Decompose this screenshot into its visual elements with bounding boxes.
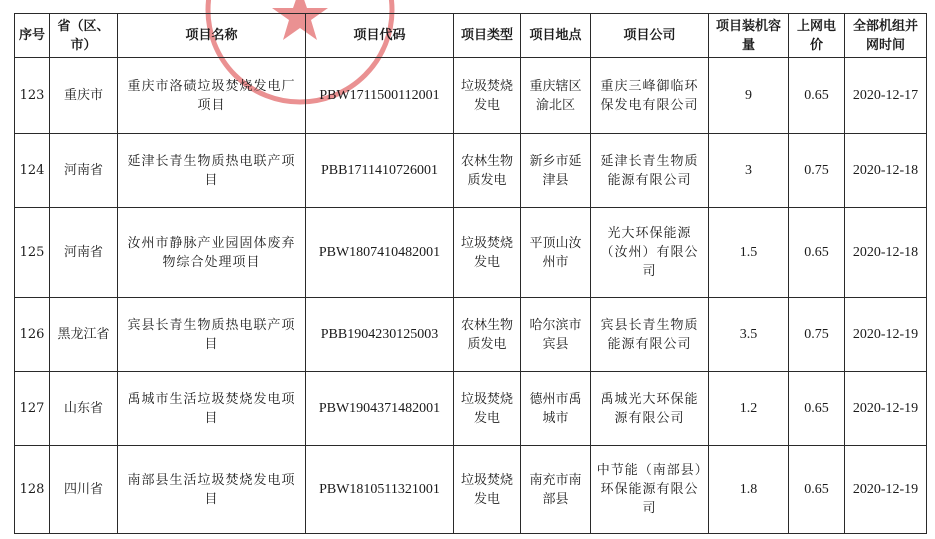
cell-price: 0.75 — [789, 298, 845, 372]
cell-project-company: 禹城光大环保能源有限公司 — [591, 372, 709, 446]
cell-grid-date: 2020-12-19 — [845, 446, 927, 534]
cell-project-location: 新乡市延津县 — [521, 134, 591, 208]
cell-capacity: 9 — [709, 58, 789, 134]
cell-project-location: 德州市禹城市 — [521, 372, 591, 446]
cell-province: 四川省 — [50, 446, 118, 534]
cell-province: 山东省 — [50, 372, 118, 446]
cell-project-code: PBW1807410482001 — [306, 208, 454, 298]
table-row — [15, 446, 927, 534]
cell-seq: 124 — [15, 134, 50, 208]
cell-price: 0.75 — [789, 134, 845, 208]
cell-project-location: 重庆辖区渝北区 — [521, 58, 591, 134]
header-capacity: 项目装机容量 — [709, 14, 789, 58]
cell-project-name: 南部县生活垃圾焚烧发电项目 — [118, 446, 306, 534]
cell-province: 河南省 — [50, 208, 118, 298]
cell-seq: 123 — [15, 58, 50, 134]
cell-price: 0.65 — [789, 372, 845, 446]
cell-capacity: 1.2 — [709, 372, 789, 446]
cell-project-type: 垃圾焚烧发电 — [454, 208, 521, 298]
cell-province: 重庆市 — [50, 58, 118, 134]
cell-seq: 127 — [15, 372, 50, 446]
cell-project-company: 中节能（南部县）环保能源有限公司 — [591, 446, 709, 534]
table-row — [15, 208, 927, 298]
cell-project-type: 农林生物质发电 — [454, 134, 521, 208]
header-project-code: 项目代码 — [306, 14, 454, 58]
cell-project-type: 垃圾焚烧发电 — [454, 446, 521, 534]
cell-project-name: 汝州市静脉产业园固体废弃物综合处理项目 — [118, 208, 306, 298]
cell-project-name: 宾县长青生物质热电联产项目 — [118, 298, 306, 372]
cell-project-location: 平顶山汝州市 — [521, 208, 591, 298]
header-project-type: 项目类型 — [454, 14, 521, 58]
cell-seq: 125 — [15, 208, 50, 298]
cell-seq: 128 — [15, 446, 50, 534]
cell-project-name: 延津长青生物质热电联产项目 — [118, 134, 306, 208]
cell-project-type: 垃圾焚烧发电 — [454, 58, 521, 134]
header-grid-date: 全部机组并网时间 — [845, 14, 927, 58]
cell-project-location: 哈尔滨市宾县 — [521, 298, 591, 372]
cell-grid-date: 2020-12-18 — [845, 134, 927, 208]
cell-project-code: PBW1711500112001 — [306, 58, 454, 134]
header-project-location: 项目地点 — [521, 14, 591, 58]
cell-price: 0.65 — [789, 208, 845, 298]
cell-grid-date: 2020-12-19 — [845, 372, 927, 446]
cell-capacity: 1.5 — [709, 208, 789, 298]
cell-project-code: PBB1904230125003 — [306, 298, 454, 372]
cell-project-type: 农林生物质发电 — [454, 298, 521, 372]
header-project-company: 项目公司 — [591, 14, 709, 58]
cell-capacity: 3.5 — [709, 298, 789, 372]
cell-price: 0.65 — [789, 58, 845, 134]
cell-project-code: PBW1904371482001 — [306, 372, 454, 446]
cell-project-company: 重庆三峰御临环保发电有限公司 — [591, 58, 709, 134]
header-seq: 序号 — [15, 14, 50, 58]
cell-price: 0.65 — [789, 446, 845, 534]
cell-project-company: 延津长青生物质能源有限公司 — [591, 134, 709, 208]
cell-project-code: PBB1711410726001 — [306, 134, 454, 208]
cell-capacity: 3 — [709, 134, 789, 208]
cell-grid-date: 2020-12-19 — [845, 298, 927, 372]
table-row — [15, 372, 927, 446]
cell-project-company: 光大环保能源（汝州）有限公司 — [591, 208, 709, 298]
cell-project-type: 垃圾焚烧发电 — [454, 372, 521, 446]
table-header-row — [15, 14, 927, 58]
cell-project-name: 重庆市洛碛垃圾焚烧发电厂项目 — [118, 58, 306, 134]
cell-province: 黑龙江省 — [50, 298, 118, 372]
cell-province: 河南省 — [50, 134, 118, 208]
cell-project-company: 宾县长青生物质能源有限公司 — [591, 298, 709, 372]
header-project-name: 项目名称 — [118, 14, 306, 58]
header-province: 省（区、市） — [50, 14, 118, 58]
cell-capacity: 1.8 — [709, 446, 789, 534]
cell-grid-date: 2020-12-18 — [845, 208, 927, 298]
cell-project-name: 禹城市生活垃圾焚烧发电项目 — [118, 372, 306, 446]
table-row — [15, 298, 927, 372]
header-price: 上网电价 — [789, 14, 845, 58]
cell-grid-date: 2020-12-17 — [845, 58, 927, 134]
table-row — [15, 134, 927, 208]
table-row — [15, 58, 927, 134]
cell-seq: 126 — [15, 298, 50, 372]
cell-project-code: PBW1810511321001 — [306, 446, 454, 534]
cell-project-location: 南充市南部县 — [521, 446, 591, 534]
project-table — [14, 13, 927, 534]
